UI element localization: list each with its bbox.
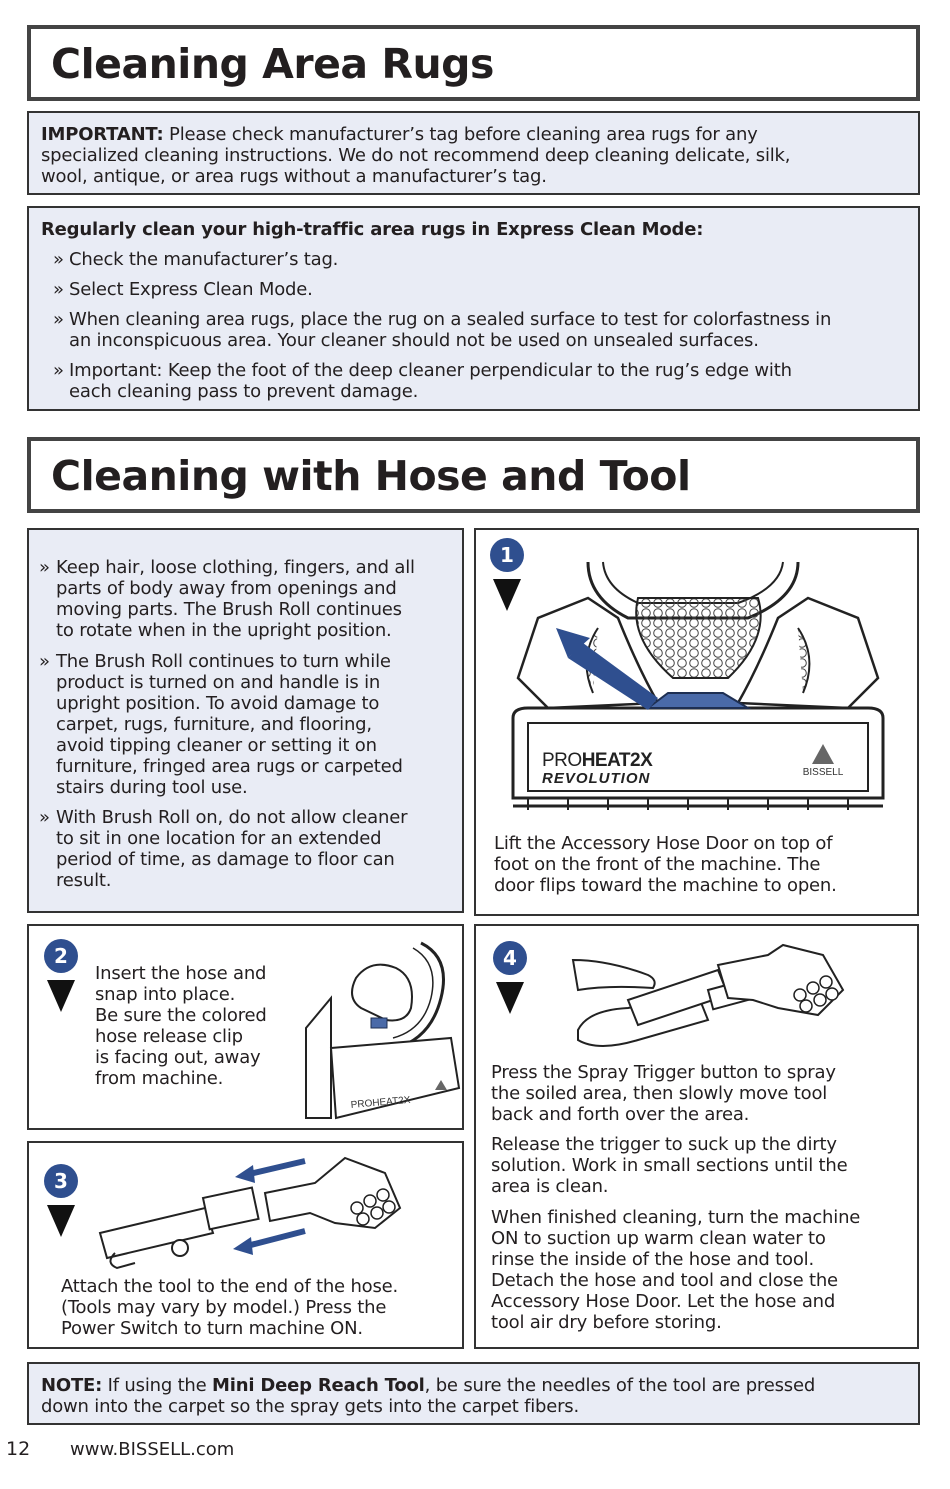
express-heading: Regularly clean your high-traffic area rugs in Express Clean Mode:	[41, 219, 704, 240]
down-triangle-icon	[47, 980, 75, 1012]
list-item: »	[53, 249, 64, 270]
important-notice: IMPORTANT: Please check manufacturer’s tag before cleaning area rugs for any specialized cleaning instructions. We do not recommend deep cleaning delicate, silk, wool, antique, or area rugs without a manufacturer’s tag.	[27, 111, 920, 195]
svg-text:1: 1	[500, 543, 514, 567]
svg-text:PROHEAT2X: PROHEAT2X	[350, 1094, 411, 1111]
footer-url[interactable]: www.BISSELL.com	[70, 1439, 235, 1460]
step-4-panel	[474, 924, 919, 1349]
step-3-text: Attach the tool to the end of the hose. (Tools may vary by model.) Press the Power Switch to turn machine ON.	[61, 1276, 399, 1339]
step-3-panel	[27, 1141, 464, 1349]
step-2-text: Insert the hose and snap into place. Be sure the colored hose release clip is facing out, away from machine.	[95, 963, 267, 1089]
svg-text:BISSELL: BISSELL	[802, 767, 844, 778]
warning-3: With Brush Roll on, do not allow cleaner to sit in one location for an extended period of time, as damage to floor can result.	[56, 807, 408, 891]
arrow-icon	[245, 1161, 305, 1175]
hose-insert-illustration	[301, 938, 461, 1123]
attach-tool-illustration	[95, 1153, 415, 1278]
warning-2: The Brush Roll continues to turn while product is turned on and handle is in upright position. To avoid damage to carpet, rugs, furniture, and flooring, avoid tipping cleaner or setting it on furniture, fringed area rugs or carpeted stairs during tool use.	[56, 651, 403, 798]
page-number: 12	[6, 1438, 31, 1460]
brand-logo-proheat: PROHEAT2X	[542, 750, 653, 771]
step-4-text-1: Press the Spray Trigger button to spray the soiled area, then slowly move tool back and forth over the area.	[491, 1062, 836, 1125]
list-item: »	[53, 279, 64, 300]
step-2-panel	[27, 924, 464, 1130]
step-number-badge-icon	[42, 938, 82, 1018]
section-heading: Cleaning with Hose and Tool	[51, 452, 691, 500]
svg-text:3: 3	[54, 1169, 68, 1193]
section-title-area-rugs	[27, 25, 920, 101]
step-number-badge-icon	[491, 940, 531, 1020]
warning-1: Keep hair, loose clothing, fingers, and all parts of body away from openings and moving parts. The Brush Roll continues to rotate when in the upright position.	[56, 557, 415, 641]
brand-logo-revolution: REVOLUTION	[542, 770, 651, 787]
down-triangle-icon	[496, 982, 524, 1014]
spray-tool-illustration	[568, 940, 858, 1060]
note-panel: NOTE: If using the Mini Deep Reach Tool, be sure the needles of the tool are pressed down into the carpet so the spray gets into the carpet fibers.	[27, 1362, 920, 1425]
note-label: NOTE:	[41, 1375, 103, 1396]
tool-name: Mini Deep Reach Tool	[212, 1375, 425, 1396]
step-4-text-2: Release the trigger to suck up the dirty solution. Work in small sections until the area is clean.	[491, 1134, 848, 1197]
step-number-badge-icon	[42, 1163, 82, 1243]
section-title-hose-tool	[27, 437, 920, 513]
svg-text:2: 2	[54, 944, 68, 968]
important-label: IMPORTANT:	[41, 124, 164, 145]
list-item: »	[53, 309, 64, 330]
step-1-text: Lift the Accessory Hose Door on top of foot on the front of the machine. The door flips toward the machine to open.	[494, 833, 837, 896]
list-item: »	[53, 360, 64, 381]
step-1-panel	[474, 528, 919, 916]
warnings-panel: » Keep hair, loose clothing, fingers, and all parts of body away from openings and moving parts. The Brush Roll continues to rotate when in the upright position. » The Brush Roll continues to turn while product is turned on and handle is in upright position. To avoid damage to carpet, rugs, furniture, and flooring, avoid tipping cleaner or setting it on furniture, fringed area rugs or carpeted stairs during tool use. » With Brush Roll on, do not allow cleaner to sit in one location for an extended period of time, as damage to floor can result.	[27, 528, 464, 913]
express-clean-panel: Regularly clean your high-traffic area rugs in Express Clean Mode: » Check the manufacturer’s tag. » Select Express Clean Mode. » When cleaning area rugs, place the rug on a sealed surface to test for colorfastness in an inconspicuous area. Your cleaner should not be used on unsealed surfaces. » Important: Keep the foot of the deep cleaner perpendicular to the rug’s edge with each cleaning pass to prevent damage.	[27, 206, 920, 411]
down-triangle-icon	[47, 1205, 75, 1237]
bissell-logo-icon	[798, 742, 848, 778]
page-title: Cleaning Area Rugs	[51, 40, 494, 88]
svg-text:4: 4	[503, 946, 517, 970]
step-4-text-3: When finished cleaning, turn the machine ON to suction up warm clean water to rinse the inside of the hose and tool. Detach the hose and tool and close the Accessory Hose Door. Let the hose and tool air dry before storing.	[491, 1207, 861, 1333]
